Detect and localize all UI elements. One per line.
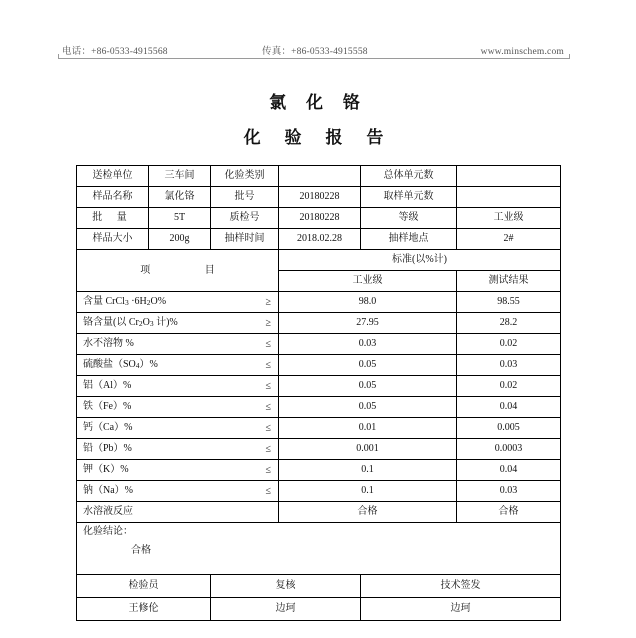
item-name bbox=[77, 397, 279, 418]
page-header-contacts bbox=[58, 40, 570, 57]
item-operator: ≤ bbox=[265, 359, 271, 371]
item-result-value: 0.03 bbox=[457, 481, 561, 502]
table-row bbox=[77, 502, 561, 523]
item-name bbox=[77, 355, 279, 376]
header-tick-left bbox=[58, 54, 59, 59]
item-result-value: 0.02 bbox=[457, 334, 561, 355]
item-name-text: 钾（K）% bbox=[83, 464, 129, 476]
item-name-text: 铅（Pb）% bbox=[83, 443, 132, 455]
header-divider bbox=[58, 58, 570, 59]
info-label-sample-name: 样品名称 bbox=[77, 187, 149, 208]
item-operator: ≤ bbox=[265, 380, 271, 392]
item-operator: ≤ bbox=[265, 338, 271, 350]
signature-role-approver: 技术签发 bbox=[361, 575, 561, 598]
item-result-value: 0.04 bbox=[457, 397, 561, 418]
conclusion-cell bbox=[77, 523, 561, 575]
info-value-send-unit: 三车间 bbox=[149, 166, 211, 187]
info-value-sample-size: 200g bbox=[149, 229, 211, 250]
signature-role-reviewer: 复核 bbox=[211, 575, 361, 598]
info-label-batch-qty: 批 量 bbox=[77, 208, 149, 229]
info-value-grade: 工业级 bbox=[457, 208, 561, 229]
item-name bbox=[77, 439, 279, 460]
page-title: 化 验 报 告 bbox=[243, 128, 393, 148]
item-standard-value: 0.1 bbox=[279, 460, 457, 481]
item-operator: ≥ bbox=[265, 317, 271, 329]
item-name bbox=[77, 313, 279, 334]
item-name-text: 钠（Na）% bbox=[83, 485, 133, 497]
column-header-test-result: 测试结果 bbox=[457, 271, 561, 292]
table-row bbox=[77, 334, 561, 355]
info-value-sample-time: 2018.02.28 bbox=[279, 229, 361, 250]
table-row bbox=[77, 208, 561, 229]
signature-role-inspector: 检验员 bbox=[77, 575, 211, 598]
item-result-value: 0.03 bbox=[457, 355, 561, 376]
info-label-test-type: 化验类别 bbox=[211, 166, 279, 187]
info-value-batch-no: 20180228 bbox=[279, 187, 361, 208]
item-result-value: 0.04 bbox=[457, 460, 561, 481]
table-row bbox=[77, 598, 561, 621]
info-label-grade: 等级 bbox=[361, 208, 457, 229]
item-name-text: 含量 CrCl$_3$ $\cdot 6H_2O\%$ bbox=[83, 296, 167, 308]
table-row bbox=[77, 376, 561, 397]
info-label-batch-no: 批号 bbox=[211, 187, 279, 208]
item-name-text: 铁（Fe）% bbox=[83, 401, 132, 413]
item-name-text: 水不溶物 % bbox=[83, 338, 134, 350]
info-value-sample-name: 氯化铬 bbox=[149, 187, 211, 208]
item-standard-value: 0.05 bbox=[279, 355, 457, 376]
item-standard-value: 0.03 bbox=[279, 334, 457, 355]
info-value-sampled-units bbox=[457, 187, 561, 208]
item-operator: ≤ bbox=[265, 401, 271, 413]
info-value-qc-no: 20180228 bbox=[279, 208, 361, 229]
item-standard-value: 98.0 bbox=[279, 292, 457, 313]
column-header-industrial-grade: 工业级 bbox=[279, 271, 457, 292]
item-standard-value: 0.05 bbox=[279, 397, 457, 418]
item-result-value: 98.55 bbox=[457, 292, 561, 313]
table-row bbox=[77, 313, 561, 334]
info-label-sample-size: 样品大小 bbox=[77, 229, 149, 250]
item-name-text: 铝（Al）% bbox=[83, 380, 132, 392]
table-row bbox=[77, 439, 561, 460]
item-name bbox=[77, 502, 279, 523]
item-name bbox=[77, 481, 279, 502]
item-standard-value: 27.95 bbox=[279, 313, 457, 334]
table-row bbox=[77, 460, 561, 481]
item-name bbox=[77, 334, 279, 355]
fax-text: 传真：+86-0533-4915558 bbox=[262, 47, 368, 57]
info-label-sample-site: 抽样地点 bbox=[361, 229, 457, 250]
table-row bbox=[77, 292, 561, 313]
info-label-qc-no: 质检号 bbox=[211, 208, 279, 229]
conclusion-label: 化验结论： bbox=[83, 526, 133, 537]
item-result-value: 0.02 bbox=[457, 376, 561, 397]
info-label-send-unit: 送检单位 bbox=[77, 166, 149, 187]
info-value-total-units bbox=[457, 166, 561, 187]
table-row bbox=[77, 355, 561, 376]
table-row bbox=[77, 481, 561, 502]
item-standard-value: 0.1 bbox=[279, 481, 457, 502]
conclusion-value: 合格 bbox=[131, 544, 151, 556]
report-table bbox=[76, 165, 561, 621]
item-standard-value: 0.01 bbox=[279, 418, 457, 439]
item-standard-value: 合格 bbox=[279, 502, 457, 523]
item-name-text: 铬含量(以 $Cr_2O_3$ 计)% bbox=[83, 317, 178, 329]
website-text: www.minschem.com bbox=[480, 47, 564, 57]
table-row bbox=[77, 418, 561, 439]
column-header-standard-group: 标准(以%计) bbox=[279, 250, 561, 271]
info-label-total-units: 总体单元数 bbox=[361, 166, 457, 187]
item-name bbox=[77, 460, 279, 481]
item-name bbox=[77, 376, 279, 397]
item-standard-value: 0.05 bbox=[279, 376, 457, 397]
signature-name-inspector: 王修伦 bbox=[77, 598, 211, 621]
item-result-value: 0.0003 bbox=[457, 439, 561, 460]
info-label-sample-time: 抽样时间 bbox=[211, 229, 279, 250]
item-name bbox=[77, 418, 279, 439]
item-operator: ≤ bbox=[265, 443, 271, 455]
table-row bbox=[77, 229, 561, 250]
table-row bbox=[77, 523, 561, 575]
item-operator: ≥ bbox=[265, 296, 271, 308]
table-row bbox=[77, 187, 561, 208]
item-result-value: 0.005 bbox=[457, 418, 561, 439]
item-result-value: 28.2 bbox=[457, 313, 561, 334]
header-tick-right bbox=[569, 54, 570, 59]
report-table-body bbox=[77, 166, 561, 621]
item-name-text: 水溶液反应 bbox=[83, 506, 133, 518]
signature-name-reviewer: 边珂 bbox=[211, 598, 361, 621]
signature-name-approver: 边珂 bbox=[361, 598, 561, 621]
telephone-text: 电话：+86-0533-4915568 bbox=[62, 47, 168, 57]
item-operator: ≤ bbox=[265, 464, 271, 476]
info-value-batch-qty: 5T bbox=[149, 208, 211, 229]
item-operator: ≤ bbox=[265, 422, 271, 434]
item-result-value: 合格 bbox=[457, 502, 561, 523]
page-header bbox=[58, 40, 570, 60]
product-title: 氯 化 铬 bbox=[269, 93, 367, 113]
table-row bbox=[77, 250, 561, 271]
table-row bbox=[77, 575, 561, 598]
table-row bbox=[77, 166, 561, 187]
table-row bbox=[77, 397, 561, 418]
info-label-sampled-units: 取样单元数 bbox=[361, 187, 457, 208]
info-value-test-type bbox=[279, 166, 361, 187]
column-header-item bbox=[77, 250, 279, 292]
item-standard-value: 0.001 bbox=[279, 439, 457, 460]
item-name bbox=[77, 292, 279, 313]
item-name-text: 钙（Ca）% bbox=[83, 422, 133, 434]
info-value-sample-site: 2# bbox=[457, 229, 561, 250]
column-header-item-label: 项 目 bbox=[140, 264, 241, 276]
item-operator: ≤ bbox=[265, 485, 271, 497]
item-name-text: 硫酸盐$(SO_4)\%$ bbox=[83, 359, 158, 371]
